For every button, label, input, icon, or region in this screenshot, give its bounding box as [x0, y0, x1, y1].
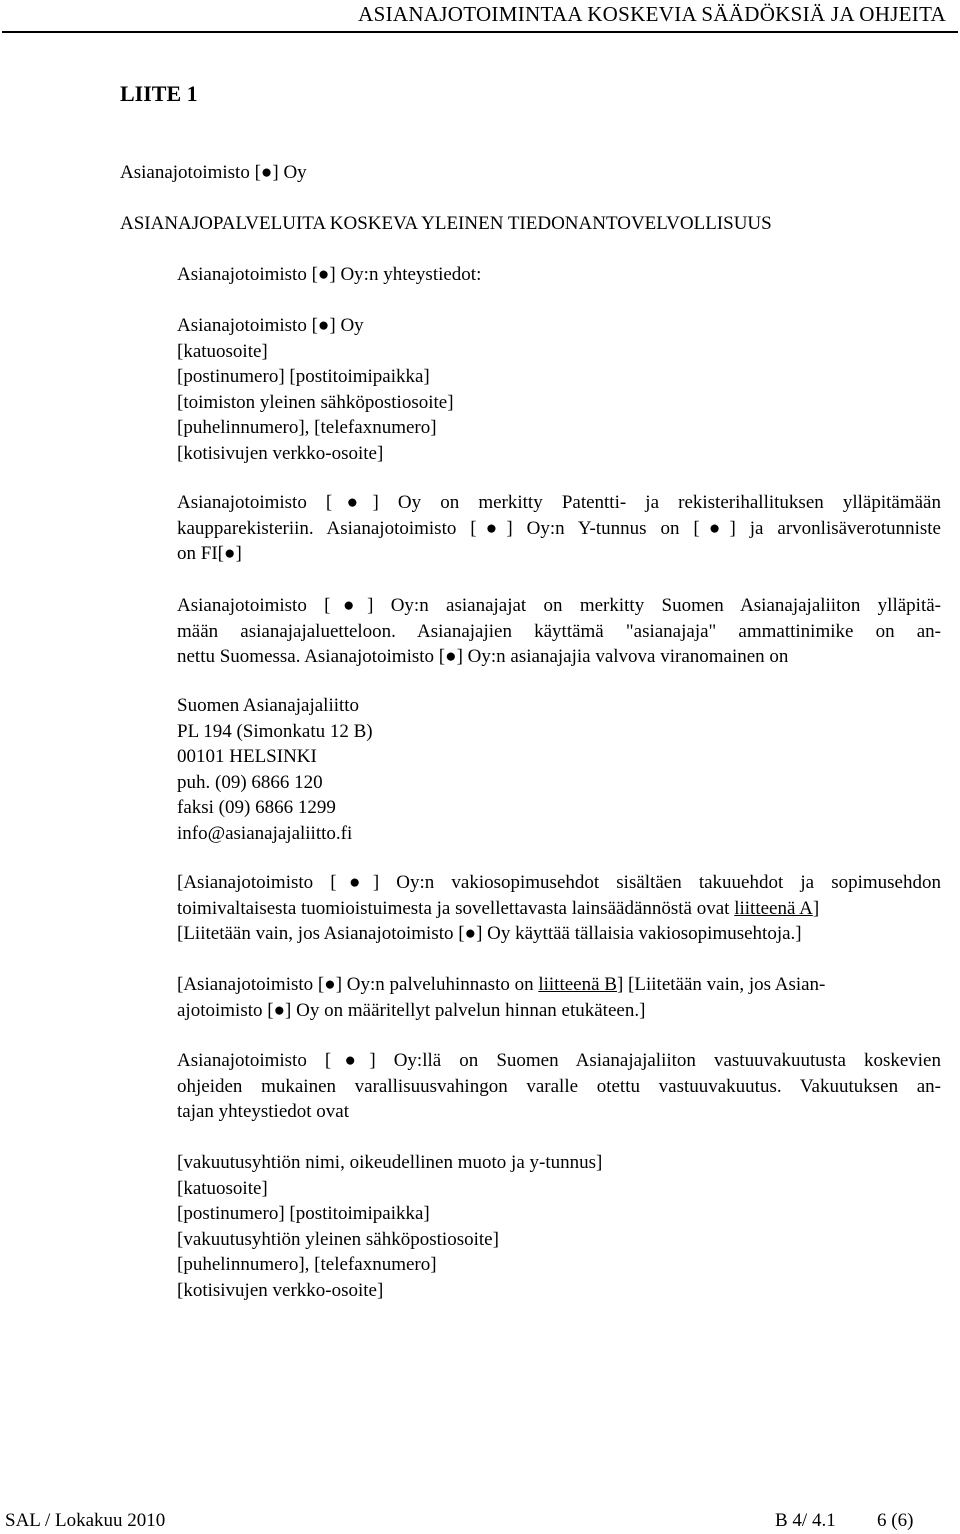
contact-heading: Asianajotoimisto [●] Oy:n yhteystiedot: — [177, 264, 482, 285]
authority-email: info@asianajajaliitto.fi — [177, 822, 353, 844]
insurance-paragraph — [177, 1048, 941, 1125]
authority-line: Suomen Asianajajaliitto — [177, 695, 360, 716]
contact-line: Asianajotoimisto [●] Oy — [177, 315, 364, 336]
registry-line: kaupparekisteriin. Asianajotoimisto [●] Oy:n Y-tunnus on [●] ja arvonlisäverotunniste — [177, 517, 941, 539]
insurer-line: [postinumero] [postitoimipaikka] — [177, 1203, 430, 1224]
lawyers-line: mään asianajajaluetteloon. Asianajajien käyttämä "asianajaja" ammattinimike on an- — [177, 620, 941, 642]
authority-line: 00101 HELSINKI — [177, 746, 317, 767]
lawyers-line: Asianajotoimisto [●] Oy:n asianajajat on merkitty Suomen Asianajajaliiton ylläpitä- — [177, 595, 941, 616]
pricing-line: ajotoimisto [●] Oy on määritellyt palvelun hinnan etukäteen.] — [177, 999, 646, 1021]
terms-text: toimivaltaisesta tuomioistuimesta ja sovellettavasta lainsäädännöstä ovat — [177, 897, 735, 919]
footer-publication: SAL / Lokakuu 2010 — [5, 1510, 166, 1531]
insurer-line: [vakuutusyhtiön nimi, oikeudellinen muoto ja y-tunnus] — [177, 1152, 603, 1173]
footer-page-number: 6 (6) — [877, 1510, 914, 1531]
contact-line: [kotisivujen verkko-osoite] — [177, 442, 384, 464]
terms-paragraph — [177, 870, 941, 947]
appendix-a-link[interactable]: liitteenä A — [734, 897, 813, 919]
lawyers-paragraph — [177, 593, 941, 670]
insurer-line: [vakuutusyhtiön yleinen sähköpostiosoite] — [177, 1228, 499, 1250]
pricing-line — [177, 972, 941, 998]
contact-line: [postinumero] [postitoimipaikka] — [177, 366, 430, 387]
insurance-line: ohjeiden mukainen varallisuusvahingon varalle otettu vastuuvakuutus. Vakuutuksen an- — [177, 1075, 941, 1097]
authority-line: puh. (09) 6866 120 — [177, 771, 323, 793]
appendix-label: LIITE 1 — [120, 81, 198, 106]
terms-line: [Liitetään vain, jos Asianajotoimisto [●] Oy käyttää tällaisia vakiosopimusehtoja.] — [177, 923, 802, 944]
insurer-line: [katuosoite] — [177, 1177, 268, 1199]
registry-paragraph — [177, 490, 941, 567]
insurance-line: tajan yhteystiedot ovat — [177, 1101, 350, 1122]
insurer-line: [puhelinnumero], [telefaxnumero] — [177, 1254, 437, 1275]
terms-line — [177, 896, 941, 922]
insurer-line: [kotisivujen verkko-osoite] — [177, 1279, 384, 1301]
pricing-text: [Asianajotoimisto [●] Oy:n palveluhinnasto on — [177, 974, 539, 995]
contact-line: [toimiston yleinen sähköpostiosoite] — [177, 391, 454, 413]
contact-line: [puhelinnumero], [telefaxnumero] — [177, 417, 437, 438]
page-header — [0, 0, 960, 34]
authority-line: faksi (09) 6866 1299 — [177, 797, 336, 818]
registry-line: on FI[●] — [177, 543, 242, 564]
insurance-line: Asianajotoimisto [●] Oy:llä on Suomen Asianajajaliiton vastuuvakuutusta koskevien — [177, 1050, 941, 1071]
insurer-address — [177, 1150, 941, 1303]
registry-line: Asianajotoimisto [●] Oy on merkitty Patentti- ja rekisterihallituksen ylläpitämään — [177, 492, 941, 513]
lawyers-line: nettu Suomessa. Asianajotoimisto [●] Oy:n asianajajia valvova viranomainen on — [177, 646, 789, 667]
terms-line: [Asianajotoimisto [●] Oy:n vakiosopimusehdot sisältäen takuuehdot ja sopimusehdon — [177, 872, 941, 893]
header-title: ASIANAJOTOIMINTAA KOSKEVIA SÄÄDÖKSIÄ JA OHJEITA — [358, 2, 946, 26]
document-title: ASIANAJOPALVELUITA KOSKEVA YLEINEN TIEDONANTOVELVOLLISUUS — [120, 213, 772, 234]
contact-line: [katuosoite] — [177, 340, 268, 362]
appendix-b-link[interactable]: liitteenä B — [538, 974, 617, 995]
authority-line: PL 194 (Simonkatu 12 B) — [177, 720, 373, 742]
page-footer — [0, 1508, 960, 1534]
contact-block — [177, 313, 941, 466]
company-name: Asianajotoimisto [●] Oy — [120, 162, 307, 183]
pricing-text: ] [Liitetään vain, jos Asian- — [616, 974, 826, 995]
pricing-paragraph — [177, 972, 941, 1023]
header-rule — [2, 31, 958, 33]
footer-section-ref: B 4/ 4.1 — [775, 1510, 836, 1531]
authority-address — [177, 693, 941, 846]
terms-text: ] — [812, 897, 820, 919]
